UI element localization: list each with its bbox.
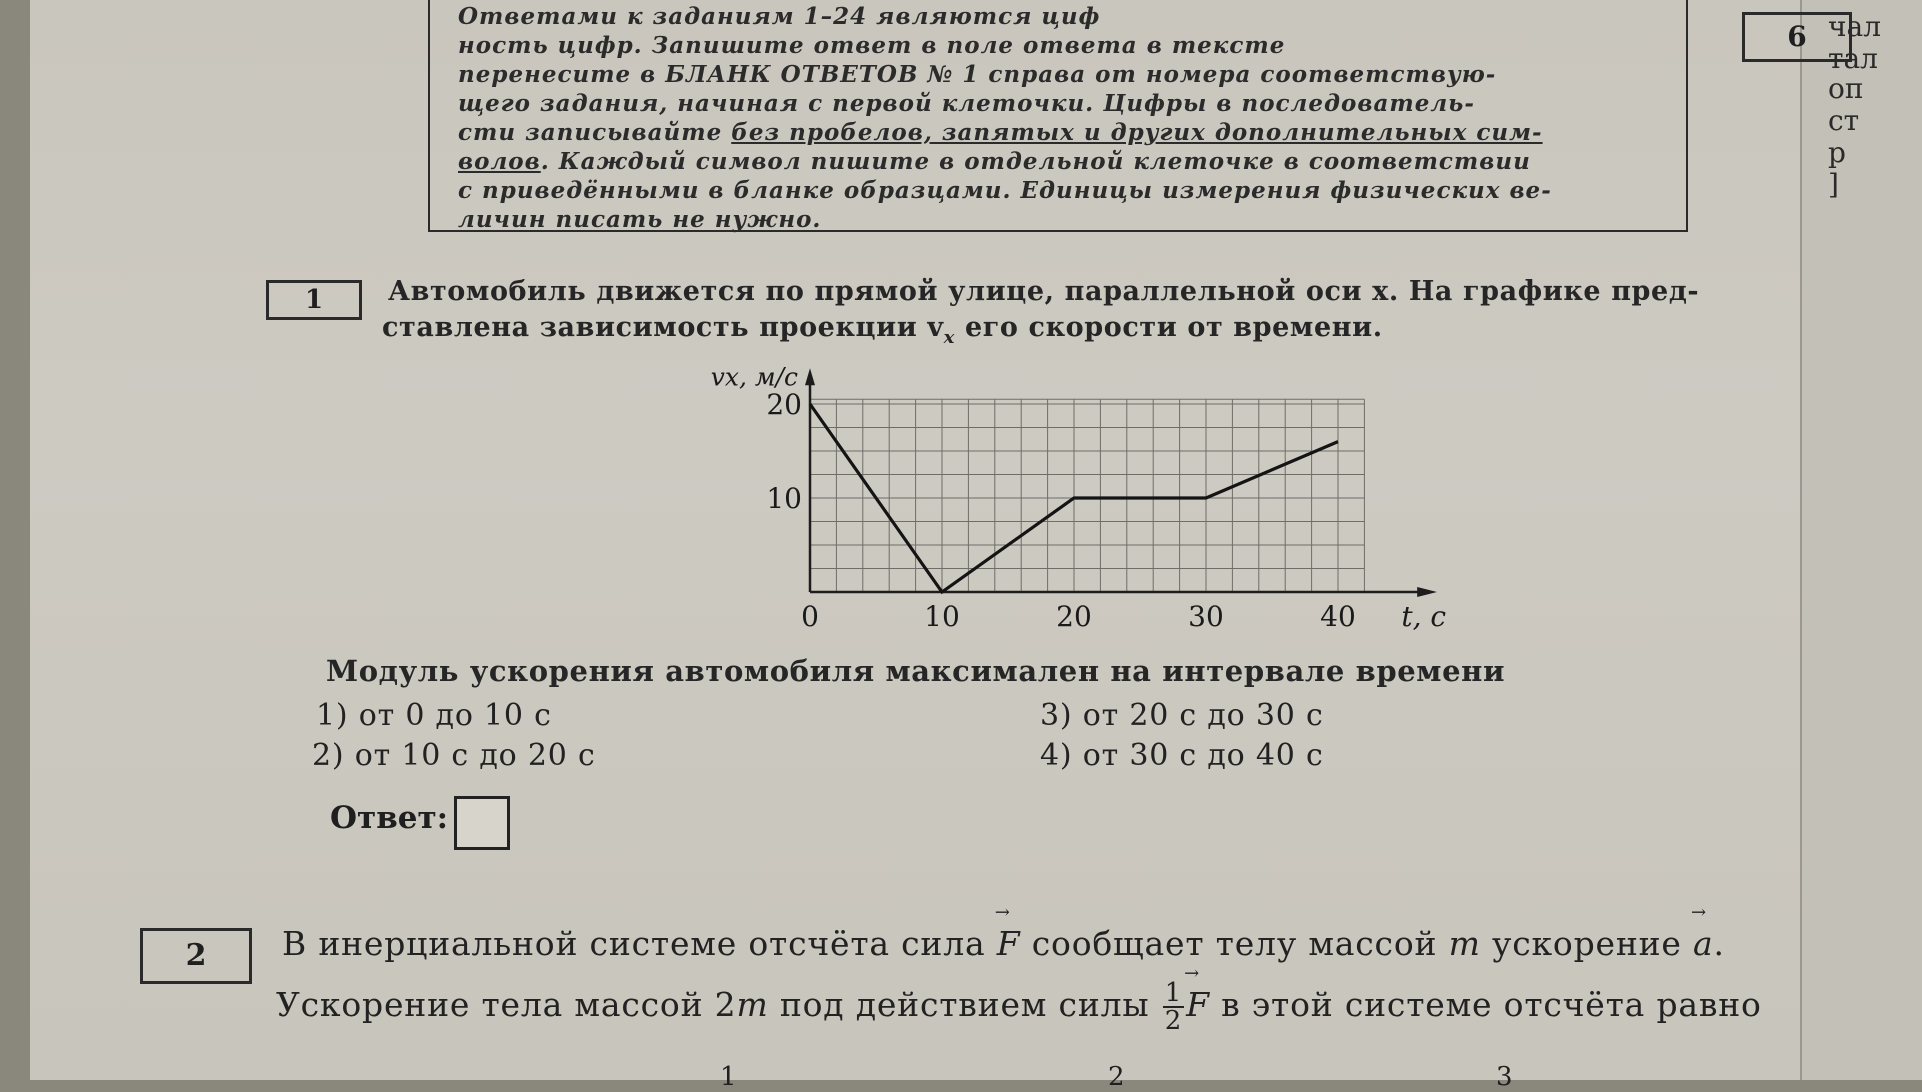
side-task-number-box: 6: [1742, 12, 1852, 62]
x-tick-label: 30: [1188, 600, 1224, 633]
adjacent-page: [1787, 0, 1922, 1080]
mass-symbol: m: [1448, 924, 1481, 963]
x-tick-label: 20: [1056, 600, 1092, 633]
instructions-box: [428, 0, 1688, 232]
workbook-page: [30, 0, 1820, 1092]
y-tick-label: 20: [766, 388, 802, 421]
mass-symbol: m: [736, 985, 769, 1024]
task-2-text: В инерциальной системе отсчёта сила: [282, 924, 997, 963]
instructions-underlined: без пробелов, запятых и других дополнительных сим-: [731, 119, 1543, 146]
side-text-line: ]: [1828, 168, 1839, 201]
side-text-line: оп: [1828, 72, 1864, 105]
y-axis-arrow: [805, 368, 815, 385]
task-2-text: ускорение: [1480, 924, 1694, 963]
fraction-numerator: 1: [1164, 978, 1183, 1008]
force-vector: → F: [997, 924, 1021, 963]
task-1-text-line-1: Автомобиль движется по прямой улице, параллельной оси x. На графике пред-: [388, 276, 1700, 307]
task-2-text-line-1: [282, 924, 1725, 963]
option-1[interactable]: 1) от 0 до 10 с: [316, 698, 552, 733]
instructions-line-1: Ответами к заданиям 1–24 являются циф: [458, 3, 1101, 30]
task-1-question: Модуль ускорения автомобиля максимален на интервале времени: [326, 654, 1506, 688]
fraction-denominator: 2: [1164, 1006, 1183, 1036]
velocity-chart-svg: [690, 352, 1450, 642]
instructions-line-6: [458, 147, 1662, 176]
option-4[interactable]: 4) от 30 с до 40 с: [1040, 738, 1324, 773]
velocity-chart: [690, 352, 1450, 642]
task-2-text: сообщает телу массой: [1020, 924, 1449, 963]
instructions-line-5: [458, 118, 1662, 147]
instructions-line-3: перенесите в БЛАНК ОТВЕТОВ № 1 справа от номера соответствую-: [458, 61, 1497, 88]
y-tick-label: 10: [766, 482, 802, 515]
instructions-line-2: ность цифр. Запишите ответ в поле ответа в тексте: [458, 32, 1286, 59]
acceleration-vector: → a: [1693, 924, 1713, 963]
side-text-line: р: [1828, 136, 1846, 169]
side-text-line: ст: [1828, 104, 1860, 137]
option-3[interactable]: 3) от 20 с до 30 с: [1040, 698, 1324, 733]
force-vector: → F: [1186, 985, 1210, 1024]
x-tick-label: 0: [801, 600, 819, 633]
bottom-option-mark-3: 3: [1496, 1062, 1513, 1092]
task-1-number-box: 1: [266, 280, 362, 320]
instructions-text: . Каждый символ пишите в отдельной клеточке в соответствии: [540, 148, 1531, 175]
answer-label: Ответ:: [330, 800, 449, 836]
task-2-text-line-2: [276, 980, 1762, 1034]
instructions-line-8: личин писать не нужно.: [458, 206, 822, 233]
instructions-text: сти записывайте: [458, 119, 732, 146]
bottom-option-mark-2: 2: [1108, 1062, 1125, 1092]
answer-box[interactable]: [454, 796, 510, 850]
task-2-text: под действием силы: [768, 985, 1161, 1024]
fraction-one-half: [1163, 980, 1184, 1034]
x-axis-label: t, с: [1401, 600, 1447, 633]
task-1-text-line-2: [382, 312, 1383, 348]
task-2-number-box: 2: [140, 928, 252, 984]
task-2-text: Ускорение тела массой 2: [276, 985, 737, 1024]
task-2-text: .: [1713, 924, 1725, 963]
task-2-text: в этой системе отсчёта равно: [1209, 985, 1762, 1024]
y-axis-label: vx, м/с: [710, 362, 798, 392]
side-text-line: тал: [1828, 42, 1878, 75]
bottom-option-mark-1: 1: [720, 1062, 737, 1092]
task-1-text: его скорости от времени.: [955, 312, 1383, 343]
instructions-underlined: волов: [458, 148, 541, 175]
side-text-line: чал: [1828, 10, 1881, 43]
instructions-line-4: щего задания, начиная с первой клеточки. Цифры в последователь-: [458, 90, 1475, 117]
subscript-x: x: [943, 327, 955, 348]
task-1-text: ставлена зависимость проекции v: [382, 312, 944, 343]
x-tick-label: 40: [1320, 600, 1356, 633]
instructions-line-7: с приведёнными в бланке образцами. Единицы измерения физических ве-: [458, 177, 1552, 204]
option-2[interactable]: 2) от 10 с до 20 с: [312, 738, 596, 773]
x-tick-label: 10: [924, 600, 960, 633]
x-axis-arrow: [1417, 587, 1437, 597]
